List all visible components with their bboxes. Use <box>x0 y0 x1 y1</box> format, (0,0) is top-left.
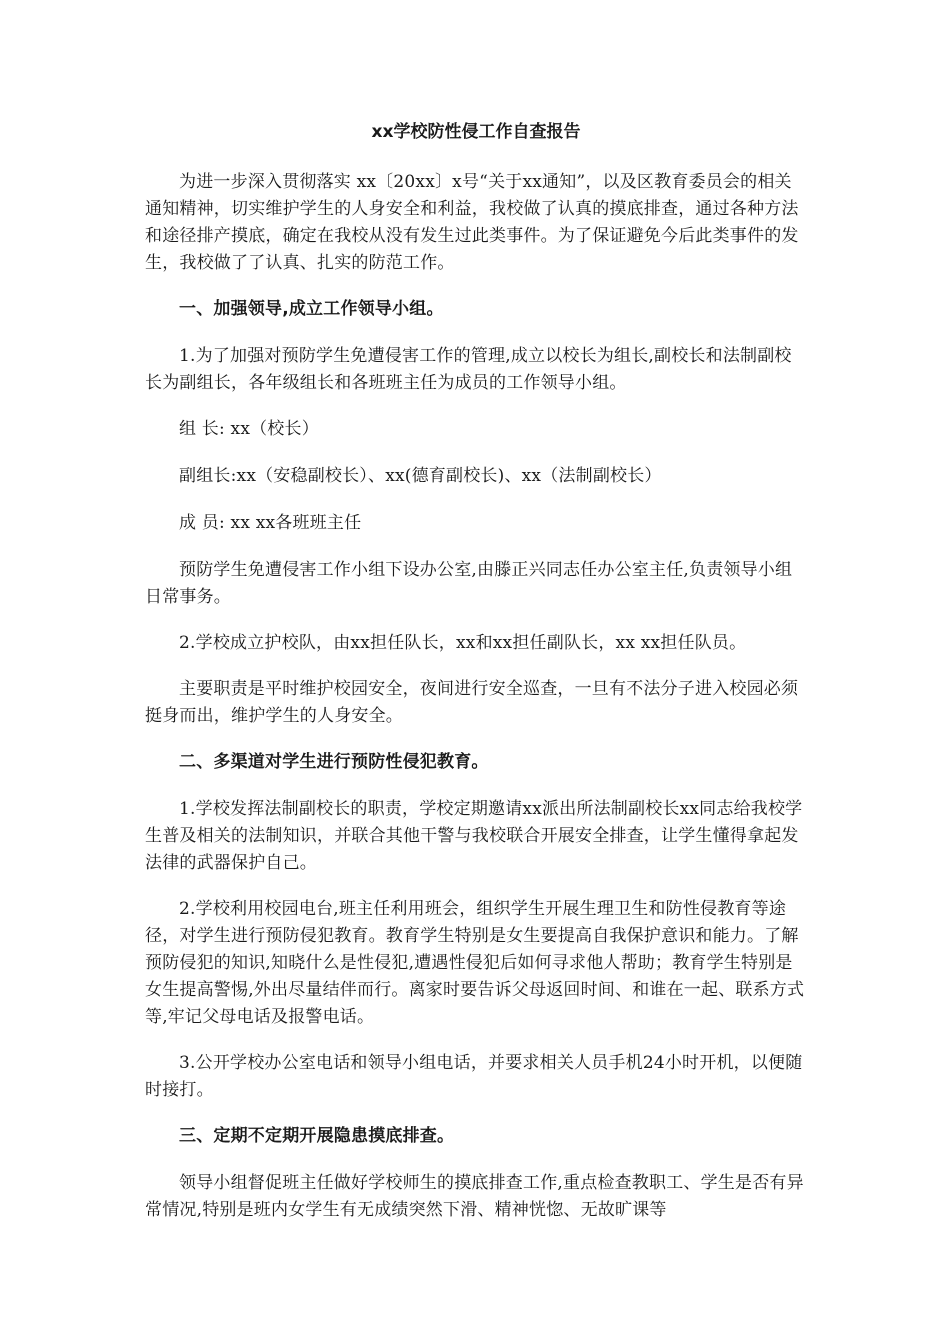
member-line-deputy: 副组长:xx（安稳副校长）、xx(德育副校长)、xx（法制副校长） <box>179 466 662 486</box>
intro-paragraph: 为进一步深入贯彻落实 xx〔20xx〕x号“关于xx通知”，以及区教育委员会的相关通知精神，切实维护学生的人身安全和利益，我校做了认真的摸底排查，通过各种方法和途径排产摸底，确定在我校从没有发生过此类事件。为了保证避免今后此类事件的发生，我校做了了认真、扎实的防范工作。 <box>145 172 799 273</box>
section-heading-1: 一、加强领导,成立工作领导小组。 <box>179 299 444 319</box>
paragraph-inspection: 领导小组督促班主任做好学校师生的摸底排查工作,重点检查教职工、学生是否有异常情况,特别是班内女学生有无成绩突然下滑、精神恍惚、无故旷课等 <box>145 1173 804 1220</box>
paragraph-office: 预防学生免遭侵害工作小组下设办公室,由滕正兴同志任办公室主任,负责领导小组日常事务。 <box>145 560 793 607</box>
paragraph-leadership-group: 1.为了加强对预防学生免遭侵害工作的管理,成立以校长为组长,副校长和法制副校长为副组长，各年级组长和各班班主任为成员的工作领导小组。 <box>145 346 792 393</box>
section-heading-3: 三、定期不定期开展隐患摸底排查。 <box>179 1126 455 1146</box>
document-page <box>145 118 807 1243</box>
paragraph-legal-vice-principal: 1.学校发挥法制副校长的职责，学校定期邀请xx派出所法制副校长xx同志给我校学生普及相关的法制知识，并联合其他干警与我校联合开展安全排查，让学生懂得拿起发法律的武器保护自己。 <box>145 799 803 873</box>
document-title: xx学校防性侵工作自查报告 <box>371 122 581 142</box>
paragraph-education: 2.学校利用校园电台,班主任利用班会，组织学生开展生理卫生和防性侵教育等途径，对学生进行预防侵犯教育。教育学生特别是女生要提高自我保护意识和能力。了解预防侵犯的知识,知晓什么是性侵犯,遭遇性侵犯后如何寻求他人帮助；教育学生特别是女生提高警惕,外出尽量结伴而行。离家时要告诉父母返回时间、和谁在一起、联系方式等,牢记父母电话及报警电话。 <box>145 899 805 1027</box>
paragraph-phones: 3.公开学校办公室电话和领导小组电话，并要求相关人员手机24小时开机，以便随时接打。 <box>145 1053 803 1100</box>
section-heading-2: 二、多渠道对学生进行预防性侵犯教育。 <box>179 752 489 772</box>
member-line-leader: 组 长: xx（校长） <box>179 419 319 439</box>
paragraph-patrol-team: 2.学校成立护校队，由xx担任队长，xx和xx担任副队长，xx xx担任队员。 <box>179 633 747 653</box>
paragraph-duties: 主要职责是平时维护校园安全，夜间进行安全巡查，一旦有不法分子进入校园必须挺身而出，维护学生的人身安全。 <box>145 679 799 726</box>
member-line-members: 成 员: xx xx各班班主任 <box>179 513 362 533</box>
